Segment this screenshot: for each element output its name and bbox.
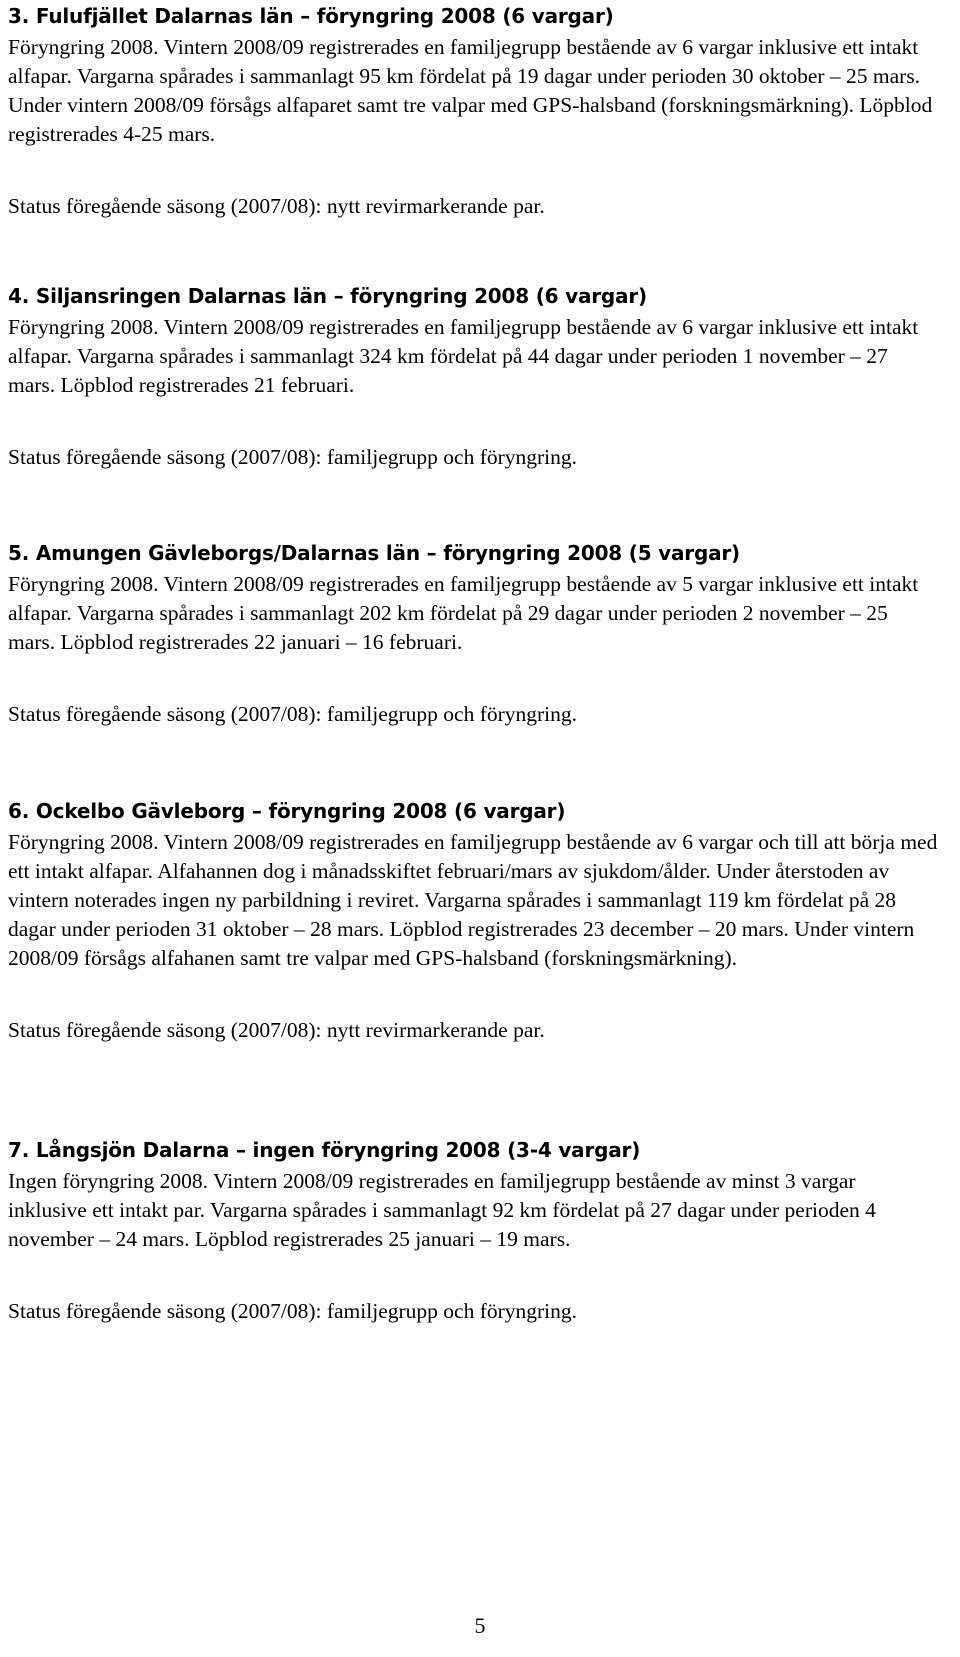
section-status: Status föregående säsong (2007/08): familjegrupp och föryngring. [8,445,578,469]
section-body: Föryngring 2008. Vintern 2008/09 registrerades en familjegrupp bestående av 6 vargar och till att börja med ett intakt alfapar. Alfahannen dog i månadsskiftet februari/mars av sjukdom/ålder. Under återstoden av vintern noterades ingen ny parbildning i reviret. Vargarna spårades i sammanlagt 119 km fördelat på 28 dagar under perioden 31 oktober – 28 mars. Löpblod registrerades 23 december – 20 mars. Under vintern 2008/09 försågs alfahanen samt tre valpar med GPS-halsband (forskningsmärkning). [8,830,938,970]
territory-section-fulufjallet [8,3,938,221]
territory-section-amungen [8,540,938,729]
section-heading: 7. Långsjön Dalarna – ingen föryngring 2008 (3-4 vargar) [8,1138,641,1162]
section-body: Föryngring 2008. Vintern 2008/09 registrerades en familjegrupp bestående av 6 vargar inklusive ett intakt alfapar. Vargarna spårades i sammanlagt 324 km fördelat på 44 dagar under perioden 1 november – 27 mars. Löpblod registrerades 21 februari. [8,315,919,397]
section-heading: 6. Ockelbo Gävleborg – föryngring 2008 (6 vargar) [8,799,566,823]
territory-section-ockelbo [8,798,938,1045]
section-body: Föryngring 2008. Vintern 2008/09 registrerades en familjegrupp bestående av 5 vargar inklusive ett intakt alfapar. Vargarna spårades i sammanlagt 202 km fördelat på 29 dagar under perioden 2 november – 25 mars. Löpblod registrerades 22 januari – 16 februari. [8,572,919,654]
section-body: Ingen föryngring 2008. Vintern 2008/09 registrerades en familjegrupp bestående av minst 3 vargar inklusive ett intakt par. Vargarna spårades i sammanlagt 92 km fördelat på 27 dagar under perioden 4 november – 24 mars. Löpblod registrerades 25 januari – 19 mars. [8,1169,876,1251]
territory-section-langsjon [8,1137,938,1326]
section-heading: 3. Fulufjället Dalarnas län – föryngring 2008 (6 vargar) [8,4,614,28]
section-heading: 5. Amungen Gävleborgs/Dalarnas län – föryngring 2008 (5 vargar) [8,541,740,565]
page-number: 5 [474,1613,486,1638]
section-status: Status föregående säsong (2007/08): familjegrupp och föryngring. [8,1299,578,1323]
section-status: Status föregående säsong (2007/08): nytt revirmarkerande par. [8,194,545,218]
section-body: Föryngring 2008. Vintern 2008/09 registrerades en familjegrupp bestående av 6 vargar inklusive ett intakt alfapar. Vargarna spårades i sammanlagt 95 km fördelat på 19 dagar under perioden 30 oktober – 25 mars. Under vintern 2008/09 försågs alfaparet samt tre valpar med GPS-halsband (forskningsmärkning). Löpblod registrerades 4-25 mars. [8,35,933,146]
section-status: Status föregående säsong (2007/08): nytt revirmarkerande par. [8,1018,545,1042]
territory-section-siljansringen [8,283,938,472]
section-heading: 4. Siljansringen Dalarnas län – föryngring 2008 (6 vargar) [8,284,647,308]
section-status: Status föregående säsong (2007/08): familjegrupp och föryngring. [8,702,578,726]
